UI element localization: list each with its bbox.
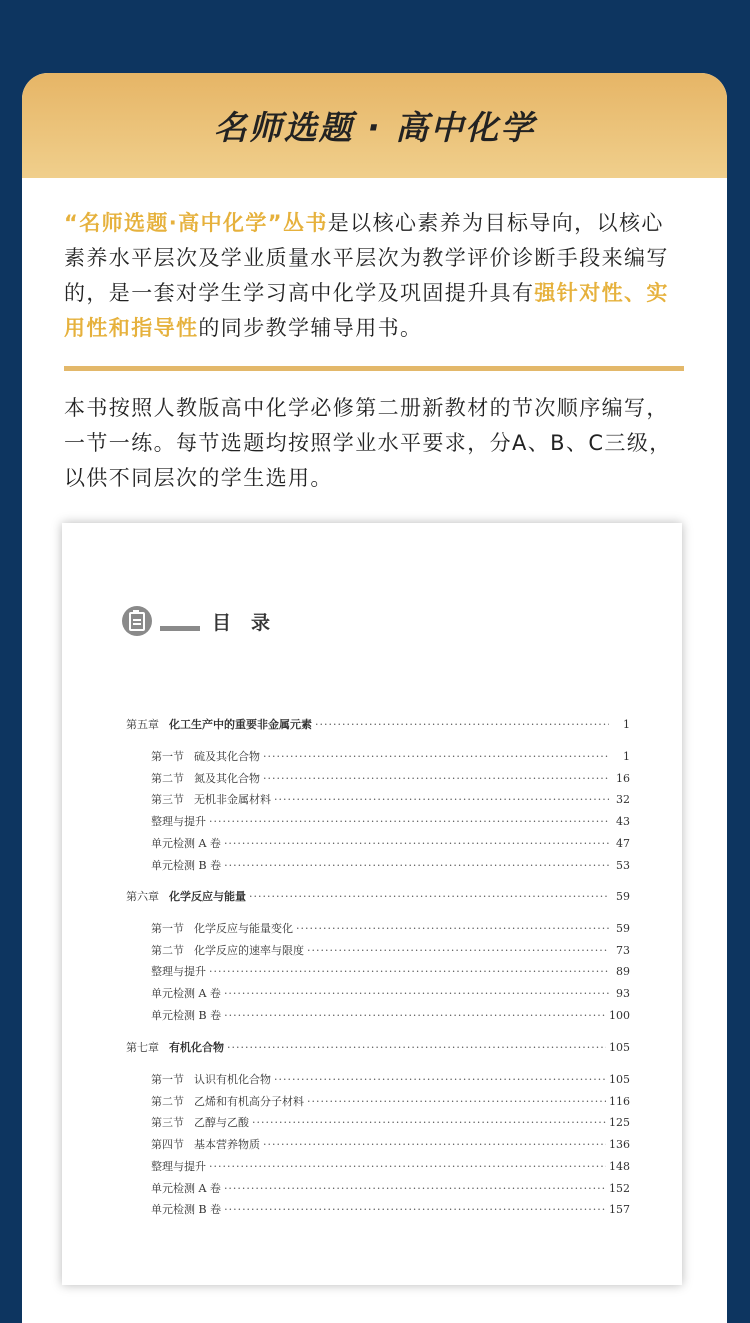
- toc-page-number: 105: [609, 1073, 630, 1086]
- toc-title: 单元检测 A 卷: [151, 836, 221, 850]
- toc-label: 第五章: [126, 718, 159, 731]
- intro-text-2: 的同步教学辅导用书。: [198, 316, 423, 340]
- toc-entry-row: [151, 748, 630, 764]
- toc-title: 单元检测 A 卷: [151, 987, 221, 1001]
- toc-page-number: 59: [616, 890, 630, 903]
- toc-leader-dots: [209, 1160, 606, 1173]
- toc-page-number: 59: [616, 922, 630, 935]
- toc-leader-dots: [263, 750, 609, 763]
- toc-entry-row: [151, 1158, 630, 1174]
- toc-leader-dots: [307, 944, 609, 957]
- toc-label: 第一节: [151, 1073, 184, 1086]
- toc-leader-dots: [315, 718, 609, 731]
- toc-title: 单元检测 A 卷: [151, 1181, 221, 1195]
- toc-entry-row: [151, 791, 630, 807]
- toc-page-number: 43: [616, 815, 630, 829]
- toc-title: 化学反应的速率与限度: [194, 943, 304, 957]
- toc-entry-row: [151, 1136, 630, 1152]
- card-header: [22, 73, 727, 178]
- toc-label: 第一节: [151, 922, 184, 935]
- toc-label: 第二节: [151, 1094, 184, 1108]
- toc-label: 第六章: [126, 890, 159, 903]
- toc-page-number: 116: [609, 1094, 630, 1108]
- toc-leader-dots: [296, 922, 609, 935]
- toc-list: [62, 523, 682, 1285]
- toc-title: 单元检测 B 卷: [151, 1203, 222, 1217]
- description-paragraph: 本书按照人教版高中化学必修第二册新教材的节次顺序编写，一节一练。每节选题均按照学业水平要求，分A、B、C三级，以供不同层次的学生选用。: [64, 396, 672, 490]
- intro-text-1: 是以核心素养为目标导向，以核心素养水平层次及学业质量水平层次为教学评价诊断手段来编写的，是一套对学生学习高中化学及巩固提升具有: [64, 211, 669, 305]
- toc-leader-dots: [224, 1009, 606, 1022]
- toc-entry-row: [151, 1180, 630, 1196]
- toc-entry-row: [151, 1201, 630, 1217]
- toc-title: 基本营养物质: [194, 1138, 260, 1152]
- toc-page-number: 105: [609, 1041, 630, 1054]
- toc-entry-row: [151, 835, 630, 851]
- toc-label: 第一节: [151, 750, 184, 763]
- toc-title: 整理与提升: [151, 1159, 206, 1173]
- toc-page-number: 47: [616, 836, 630, 850]
- toc-entry-row: [151, 985, 630, 1001]
- toc-label: 第三节: [151, 793, 184, 807]
- toc-chapter-row: [126, 716, 630, 732]
- toc-leader-dots: [224, 1182, 606, 1195]
- toc-entry-row: [151, 920, 630, 936]
- card-title: 名师选题 · 高中化学: [213, 108, 536, 147]
- toc-entry-row: [151, 963, 630, 979]
- toc-page-number: 16: [616, 771, 630, 785]
- toc-leader-dots: [274, 793, 609, 806]
- toc-page-number: 1: [623, 750, 630, 763]
- toc-chapter-row: [126, 888, 630, 904]
- toc-page-number: 53: [616, 858, 630, 872]
- toc-title: 单元检测 B 卷: [151, 1008, 222, 1022]
- toc-title: 氮及其化合物: [194, 771, 260, 785]
- toc-leader-dots: [224, 859, 609, 872]
- intro-highlight: 强针对性、实用性和指导性: [64, 281, 669, 340]
- toc-page-number: 93: [616, 987, 630, 1001]
- toc-title: 有机化合物: [169, 1041, 224, 1054]
- toc-leader-dots: [252, 1116, 606, 1129]
- toc-leader-dots: [307, 1095, 606, 1108]
- toc-title: 整理与提升: [151, 815, 206, 829]
- toc-page-number: 125: [609, 1116, 630, 1130]
- toc-title: 化工生产中的重要非金属元素: [169, 718, 312, 731]
- toc-leader-dots: [263, 1138, 606, 1151]
- toc-page-number: 100: [609, 1008, 630, 1022]
- section-divider: [64, 366, 684, 371]
- toc-leader-dots: [263, 772, 609, 785]
- toc-label: 第七章: [126, 1041, 159, 1054]
- toc-entry-row: [151, 770, 630, 786]
- toc-title: 化学反应与能量变化: [194, 922, 293, 935]
- toc-leader-dots: [227, 1041, 606, 1054]
- toc-entry-row: [151, 857, 630, 873]
- toc-title: 认识有机化合物: [194, 1073, 271, 1086]
- promo-card: [22, 73, 727, 1323]
- toc-page-number: 152: [609, 1181, 630, 1195]
- toc-title: 整理与提升: [151, 965, 206, 979]
- toc-label: 第二节: [151, 943, 184, 957]
- toc-page-number: 1: [623, 718, 630, 731]
- table-of-contents-page: [62, 523, 682, 1285]
- toc-page-number: 136: [609, 1138, 630, 1152]
- toc-title: 化学反应与能量: [169, 890, 246, 903]
- toc-leader-dots: [209, 965, 609, 978]
- toc-title: 单元检测 B 卷: [151, 858, 222, 872]
- toc-leader-dots: [249, 890, 609, 903]
- toc-entry-row: [151, 1093, 630, 1109]
- toc-entry-row: [151, 942, 630, 958]
- toc-entry-row: [151, 1007, 630, 1023]
- toc-title: 无机非金属材料: [194, 793, 271, 807]
- series-name: “名师选题·高中化学”丛书: [64, 211, 328, 235]
- toc-page-number: 148: [609, 1159, 630, 1173]
- toc-leader-dots: [274, 1073, 606, 1086]
- toc-entry-row: [151, 813, 630, 829]
- toc-title: 硫及其化合物: [194, 750, 260, 763]
- toc-page-number: 32: [616, 793, 630, 807]
- toc-label: 第四节: [151, 1138, 184, 1152]
- toc-leader-dots: [224, 987, 609, 1000]
- toc-title: 乙烯和有机高分子材料: [194, 1094, 304, 1108]
- toc-entry-row: [151, 1114, 630, 1130]
- toc-chapter-row: [126, 1039, 630, 1055]
- toc-leader-dots: [209, 815, 609, 828]
- toc-title: 乙醇与乙酸: [194, 1116, 249, 1130]
- toc-label: 第三节: [151, 1116, 184, 1130]
- toc-heading: 目录: [212, 611, 291, 634]
- toc-entry-row: [151, 1071, 630, 1087]
- toc-page-number: 89: [616, 965, 630, 979]
- toc-page-number: 157: [609, 1203, 630, 1217]
- toc-leader-dots: [224, 1203, 606, 1216]
- toc-label: 第二节: [151, 771, 184, 785]
- toc-page-number: 73: [616, 943, 630, 957]
- toc-leader-dots: [224, 837, 609, 850]
- intro-paragraph: [64, 206, 686, 346]
